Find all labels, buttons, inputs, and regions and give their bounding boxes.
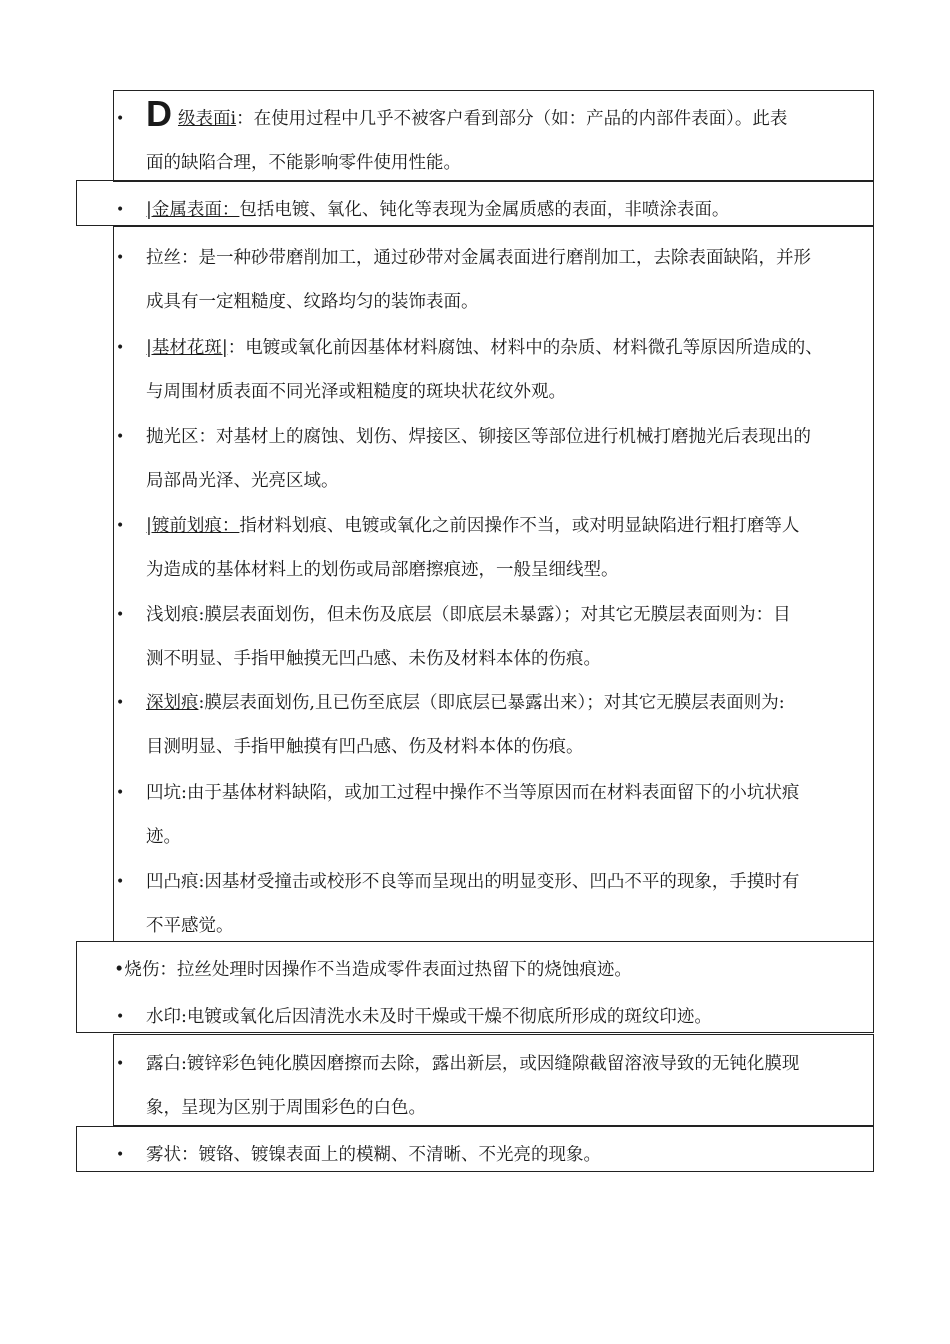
- bullet: •: [116, 340, 125, 356]
- bullet: •: [116, 111, 125, 127]
- bullet: •: [116, 874, 125, 890]
- d-grade-text-1: 级表面i：在使用过程中几乎不被客户看到部分（如：产品的内部件表面）。此表: [178, 109, 788, 129]
- bullet: •: [116, 518, 125, 534]
- brushed-text-1: 拉丝：是一种砂带磨削加工，通过砂带对金属表面进行磨削加工，去除表面缺陷，并形: [146, 248, 811, 268]
- bullet: •: [116, 1009, 125, 1025]
- bullet: •: [116, 1147, 125, 1163]
- bullet: •: [116, 1056, 125, 1072]
- bullet: •: [116, 250, 125, 266]
- bullet: •: [116, 429, 125, 445]
- d-grade-text-2: 面的缺陷合理，不能影响零件使用性能。: [146, 153, 461, 173]
- pit-text-2: 迹。: [146, 827, 181, 847]
- dent-text-1: 凹凸痕:因基材受撞击或校形不良等而呈现出的明显变形、凹凸不平的现象，手摸时有: [146, 872, 800, 892]
- bullet: •: [116, 202, 125, 218]
- frame-main: [113, 226, 874, 942]
- base-spots-text-2: 与周围材质表面不同光泽或粗糙度的斑块状花纹外观。: [146, 382, 566, 402]
- fogging-text: 雾状：镀铬、镀镍表面上的模糊、不清晰、不光亮的现象。: [146, 1145, 601, 1165]
- pre-plate-text-1: |镀前划痕：指材料划痕、电镀或氧化之前因操作不当，或对明显缺陷进行粗打磨等人: [146, 516, 800, 536]
- dent-text-2: 不平感觉。: [146, 916, 234, 936]
- metal-term: |金属表面：: [146, 200, 240, 220]
- pre-plate-term: |镀前划痕：: [146, 516, 240, 536]
- base-spots-term: |基材花斑|: [146, 338, 228, 358]
- pre-plate-text-2: 为造成的基体材料上的划伤或局部磨擦痕迹，一般呈细线型。: [146, 560, 619, 580]
- watermark-text: 水印:电镀或氧化后因清洗水未及时干燥或干燥不彻底所形成的斑纹印迹。: [146, 1007, 712, 1027]
- bullet: •: [116, 695, 125, 711]
- bullet: •: [116, 607, 125, 623]
- burn-text: •烧伤：拉丝处理时因操作不当造成零件表面过热留下的烧蚀痕迹。: [114, 960, 632, 980]
- d-grade-lead: D: [146, 93, 172, 134]
- exposed-white-text-1: 露白:镀锌彩色钝化膜因磨擦而去除，露出新层，或因缝隙截留溶液导致的无钝化膜现: [146, 1054, 800, 1074]
- polish-text-1: 抛光区：对基材上的腐蚀、划伤、焊接区、铆接区等部位进行机械打磨抛光后表现出的: [146, 427, 811, 447]
- exposed-white-text-2: 象，呈现为区别于周围彩色的白色。: [146, 1098, 426, 1118]
- bullet: •: [116, 785, 125, 801]
- d-grade-term: 级表面i: [178, 109, 237, 129]
- light-scratch-text-2: 测不明显、手指甲触摸无凹凸感、未伤及材料本体的伤痕。: [146, 649, 601, 669]
- deep-scratch-text-1: 深划痕:膜层表面划伤,且已伤至底层（即底层已暴露出来）；对其它无膜层表面则为:: [146, 693, 785, 713]
- deep-scratch-text-2: 目测明显、手指甲触摸有凹凸感、伤及材料本体的伤痕。: [146, 737, 584, 757]
- deep-scratch-term: 深划痕: [146, 693, 199, 713]
- polish-text-2: 局部咼光泽、光亮区域。: [146, 471, 339, 491]
- light-scratch-text-1: 浅划痕:膜层表面划伤，但未伤及底层（即底层未暴露）；对其它无膜层表面则为：目: [146, 605, 791, 625]
- pit-text-1: 凹坑:由于基体材料缺陷，或加工过程中操作不当等原因而在材料表面留下的小坑状痕: [146, 783, 800, 803]
- metal-text: |金属表面：包括电镀、氧化、钝化等表现为金属质感的表面，非喷涂表面。: [146, 200, 730, 220]
- base-spots-text-1: |基材花斑|：电镀或氧化前因基体材料腐蚀、材料中的杂质、材料微孔等原因所造成的、: [146, 338, 823, 358]
- brushed-text-2: 成具有一定粗糙度、纹路均匀的装饰表面。: [146, 292, 479, 312]
